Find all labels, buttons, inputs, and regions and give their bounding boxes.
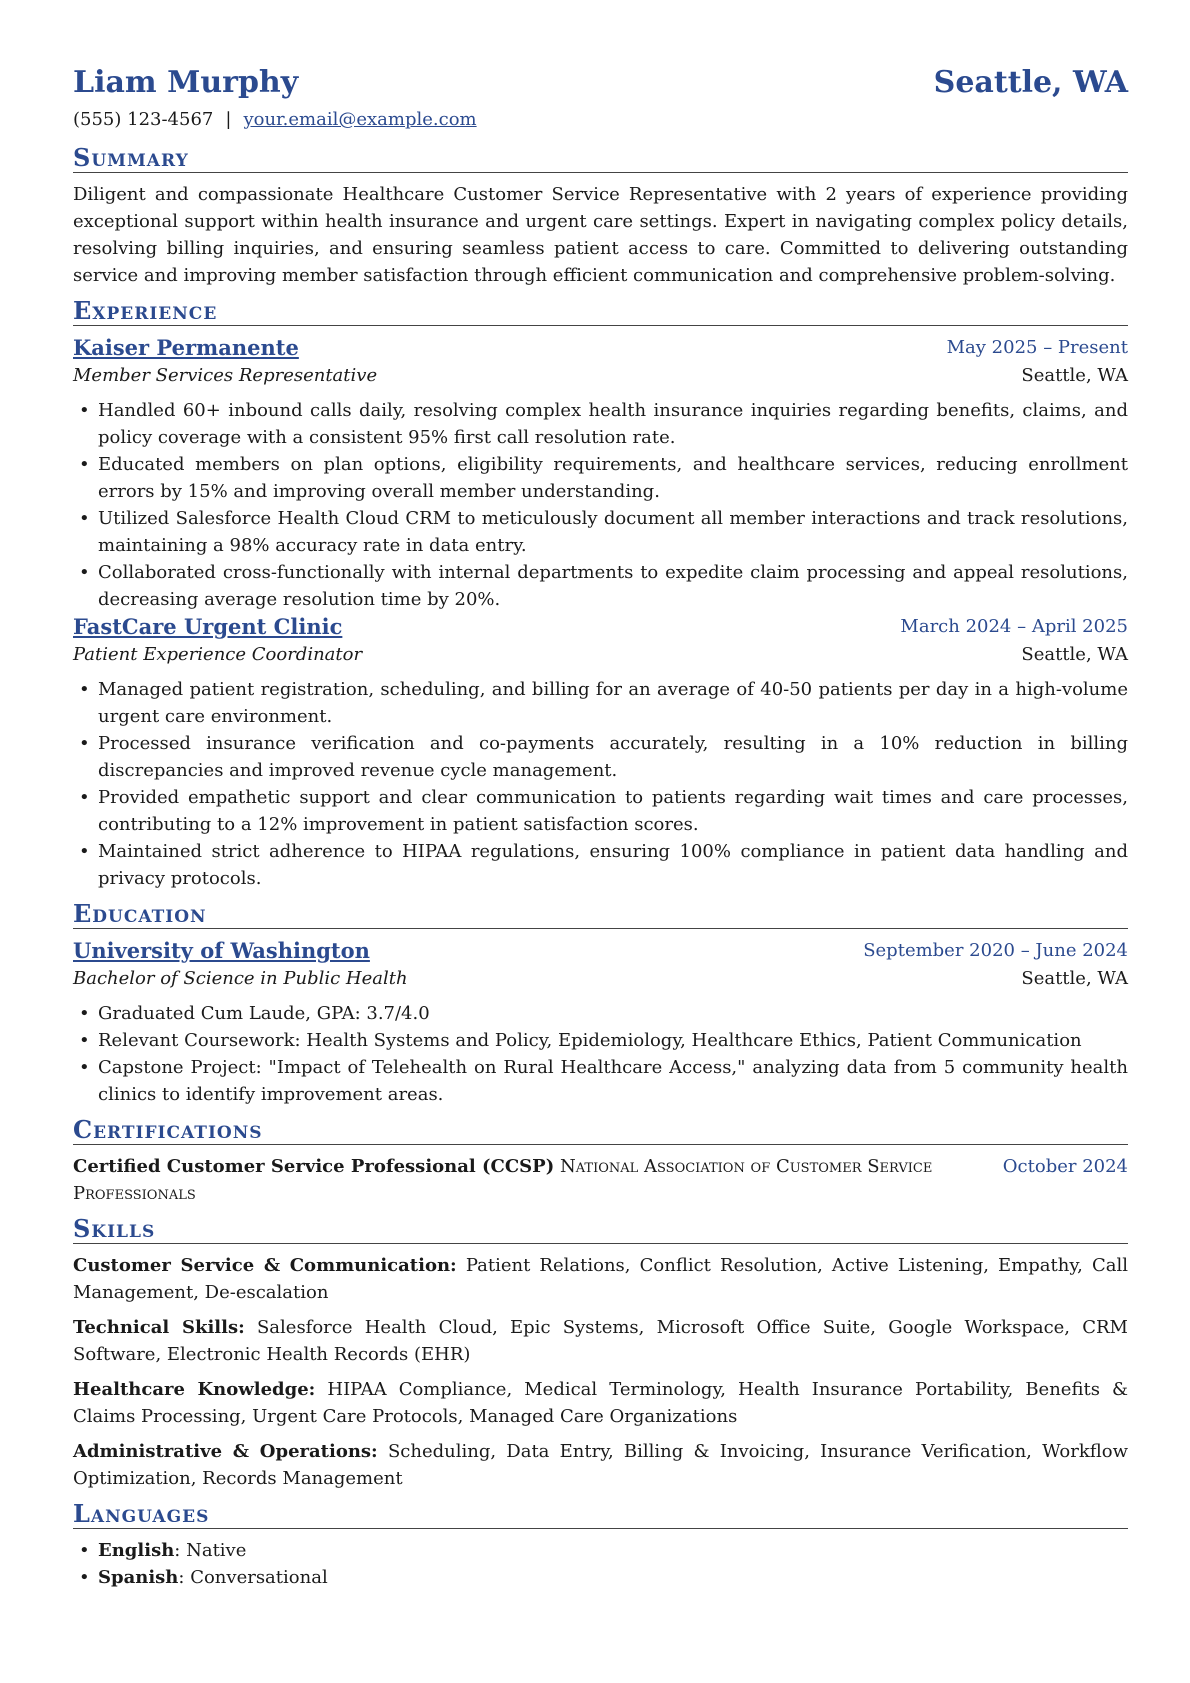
experience-heading: Experience (73, 297, 1128, 326)
bullet-item: • Capstone Project: "Impact of Telehealth on Rural Healthcare Access," analyzing data from 5 community health clinics to identify improvement areas. (73, 1054, 1128, 1108)
skill-group (73, 1314, 1128, 1368)
job-title: Patient Experience Coordinator (73, 644, 363, 665)
skills-heading: Skills (73, 1215, 1128, 1244)
skill-label: Administrative & Operations: (73, 1441, 378, 1462)
language-list (73, 1537, 1128, 1591)
languages-heading: Languages (73, 1500, 1128, 1529)
contact-separator: | (225, 109, 232, 130)
language-item (73, 1564, 1128, 1591)
resume-page (73, 64, 1128, 1591)
education-bullets (73, 1000, 1128, 1108)
language-level: : Conversational (178, 1567, 328, 1588)
email-link[interactable]: your.email@example.com (243, 109, 477, 130)
bullet-item: • Educated members on plan options, eligibility requirements, and healthcare services, reducing enrollment errors by 15% and improving overall member understanding. (73, 451, 1128, 505)
bullet-item: • Relevant Coursework: Health Systems and Policy, Epidemiology, Healthcare Ethics, Patient Communication (73, 1027, 1128, 1054)
skill-list: Salesforce Health Cloud, Epic Systems, Microsoft Office Suite, Google Workspace, CRM Software, Electronic Health Records (EHR) (73, 1317, 1128, 1365)
skill-group (73, 1252, 1128, 1306)
skill-list: Scheduling, Data Entry, Billing & Invoicing, Insurance Verification, Workflow Optimization, Records Management (73, 1441, 1128, 1489)
skill-list: HIPAA Compliance, Medical Terminology, Health Insurance Portability, Benefits & Claims Processing, Urgent Care Protocols, Managed Care Organizations (73, 1379, 1128, 1427)
candidate-location: Seattle, WA (933, 65, 1128, 100)
certification-date: October 2024 (1002, 1156, 1128, 1177)
skill-list: Patient Relations, Conflict Resolution, Active Listening, Empathy, Call Management, De-escalation (73, 1255, 1128, 1303)
job-bullets (73, 397, 1128, 613)
language-item (73, 1537, 1128, 1564)
job-entry (73, 334, 1128, 613)
candidate-name: Liam Murphy (73, 65, 299, 100)
bullet-item: • Collaborated cross-functionally with internal departments to expedite claim processing and appeal resolutions, decreasing average resolution time by 20%. (73, 559, 1128, 613)
school-location: Seattle, WA (1021, 968, 1128, 989)
job-entry (73, 613, 1128, 892)
bullet-item: • Maintained strict adherence to HIPAA regulations, ensuring 100% compliance in patient data handling and privacy protocols. (73, 838, 1128, 892)
language-level: : Native (174, 1540, 247, 1561)
degree: Bachelor of Science in Public Health (73, 968, 408, 989)
certification-name: Certified Customer Service Professional (CCSP) (73, 1156, 555, 1177)
employer-link[interactable]: FastCare Urgent Clinic (73, 614, 343, 639)
skill-label: Technical Skills: (73, 1317, 245, 1338)
certification-entry (73, 1153, 1128, 1207)
bullet-item: • Handled 60+ inbound calls daily, resolving complex health insurance inquiries regarding benefits, claims, and policy coverage with a consistent 95% first call resolution rate. (73, 397, 1128, 451)
school-link[interactable]: University of Washington (73, 938, 370, 963)
job-dates: May 2025 – Present (946, 337, 1128, 358)
summary-heading: Summary (73, 144, 1128, 173)
bullet-item: • Processed insurance verification and co-payments accurately, resulting in a 10% reduction in billing discrepancies and improved revenue cycle management. (73, 730, 1128, 784)
summary-text: Diligent and compassionate Healthcare Customer Service Representative with 2 years of experience providing exceptional support within health insurance and urgent care settings. Expert in navigating complex policy details, resolving billing inquiries, and ensuring seamless patient access to care. Committed to delivering outstanding service and improving member satisfaction through efficient communication and comprehensive problem-solving. (73, 184, 1128, 286)
job-dates: March 2024 – April 2025 (900, 616, 1128, 637)
resume-header (73, 64, 1128, 102)
education-entry (73, 937, 1128, 1108)
education-heading: Education (73, 900, 1128, 929)
education-dates: September 2020 – June 2024 (863, 940, 1128, 961)
skill-group (73, 1376, 1128, 1430)
certification-issuer: National Association of Customer Service Professionals (73, 1156, 933, 1204)
job-location: Seattle, WA (1021, 365, 1128, 386)
skill-label: Customer Service & Communication: (73, 1255, 457, 1276)
job-bullets (73, 676, 1128, 892)
job-location: Seattle, WA (1021, 644, 1128, 665)
bullet-item: • Utilized Salesforce Health Cloud CRM to meticulously document all member interactions and track resolutions, maintaining a 98% accuracy rate in data entry. (73, 505, 1128, 559)
employer-link[interactable]: Kaiser Permanente (73, 335, 299, 360)
certifications-heading: Certifications (73, 1116, 1128, 1145)
bullet-item: • Managed patient registration, scheduling, and billing for an average of 40-50 patients per day in a high-volume urgent care environment. (73, 676, 1128, 730)
bullet-item: • Provided empathetic support and clear communication to patients regarding wait times and care processes, contributing to a 12% improvement in patient satisfaction scores. (73, 784, 1128, 838)
phone-number: (555) 123-4567 (73, 109, 214, 130)
bullet-item: • Graduated Cum Laude, GPA: 3.7/4.0 (73, 1000, 1128, 1027)
language-name: Spanish (98, 1567, 179, 1588)
language-name: English (98, 1540, 175, 1561)
skill-group (73, 1438, 1128, 1492)
skill-label: Healthcare Knowledge: (73, 1379, 316, 1400)
contact-line (73, 108, 1128, 132)
job-title: Member Services Representative (73, 365, 378, 386)
